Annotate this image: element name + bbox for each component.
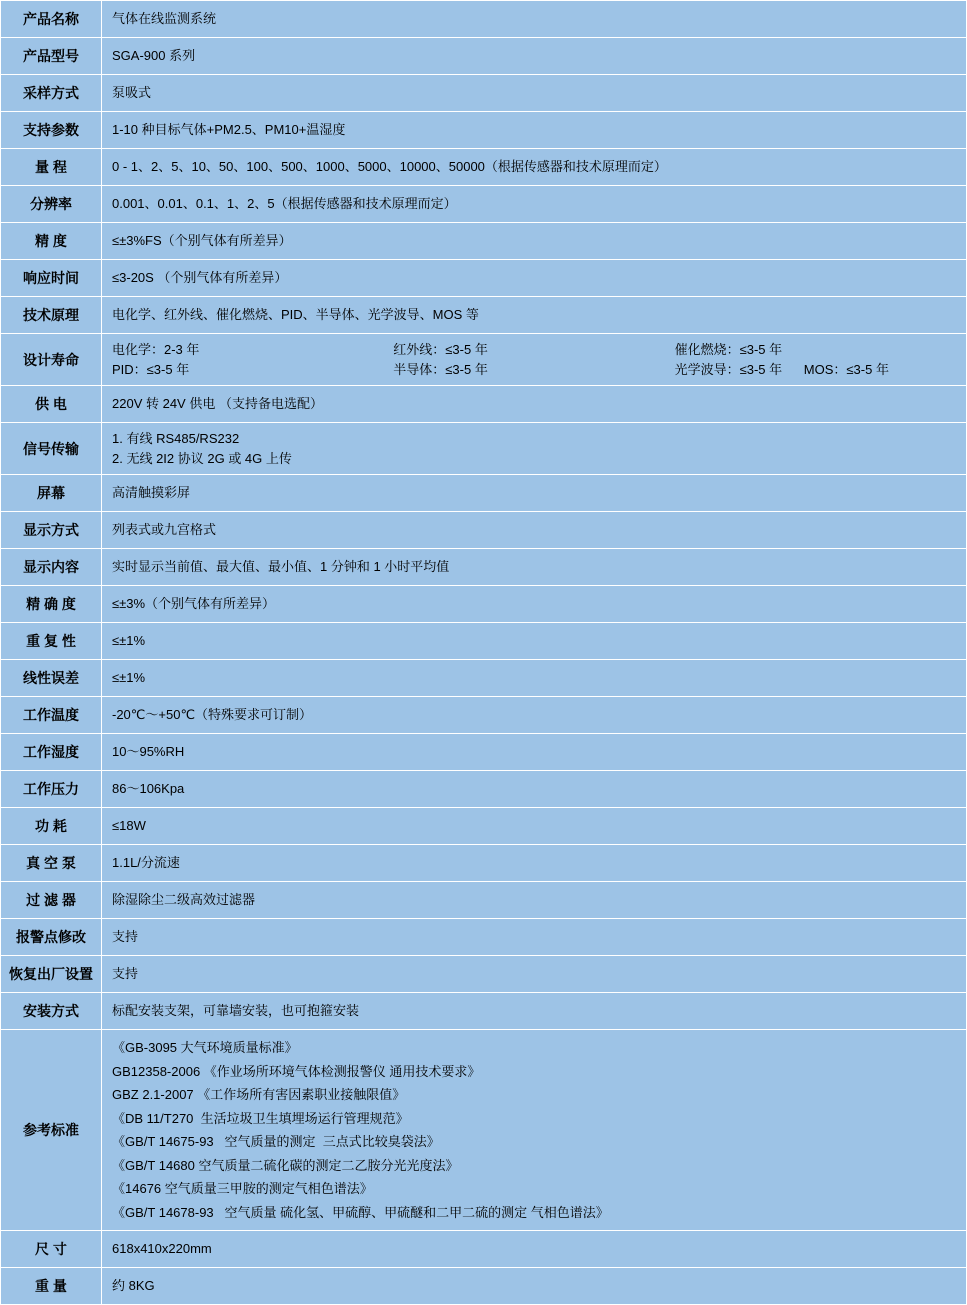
- spec-value: 列表式或九宫格式: [102, 512, 967, 549]
- table-row: [1, 386, 967, 423]
- table-row: [1, 771, 967, 808]
- design-life-cell: PID：≤3-5 年: [112, 361, 190, 377]
- table-row: [1, 423, 967, 475]
- spec-value: 86～106Kpa: [102, 771, 967, 808]
- spec-value-line: 1. 有线 RS485/RS232: [112, 431, 240, 446]
- spec-label: 支持参数: [1, 112, 102, 149]
- spec-label: 工作压力: [1, 771, 102, 808]
- spec-label: 设计寿命: [1, 334, 102, 386]
- spec-value: 电化学、红外线、催化燃烧、PID、半导体、光学波导、MOS 等: [102, 297, 967, 334]
- spec-value: SGA-900 系列: [102, 38, 967, 75]
- spec-label: 过 滤 器: [1, 882, 102, 919]
- table-row: [1, 808, 967, 845]
- spec-label: 显示方式: [1, 512, 102, 549]
- table-row: [1, 734, 967, 771]
- spec-label: 线性误差: [1, 660, 102, 697]
- table-row: [1, 223, 967, 260]
- spec-label: 恢复出厂设置: [1, 956, 102, 993]
- spec-value: ≤3-20S （个别气体有所差异）: [102, 260, 967, 297]
- spec-label: 安装方式: [1, 993, 102, 1030]
- spec-label: 重 复 性: [1, 623, 102, 660]
- table-row: [1, 112, 967, 149]
- spec-label: 供 电: [1, 386, 102, 423]
- spec-value: 支持: [102, 919, 967, 956]
- spec-value-line: 《GB/T 14675-93 空气质量的测定 三点式比较臭袋法》: [112, 1134, 440, 1149]
- spec-label: 真 空 泵: [1, 845, 102, 882]
- spec-value: -20℃～+50℃（特殊要求可订制）: [102, 697, 967, 734]
- table-row: [1, 260, 967, 297]
- spec-value: ≤18W: [102, 808, 967, 845]
- design-life-cell: 半导体：≤3-5 年: [393, 361, 488, 377]
- spec-label: 显示内容: [1, 549, 102, 586]
- spec-value: 标配安装支架，可靠墙安装，也可抱箍安装: [102, 993, 967, 1030]
- spec-value: [102, 334, 967, 386]
- table-row: [1, 1268, 967, 1305]
- table-row: [1, 475, 967, 512]
- spec-label: 产品名称: [1, 1, 102, 38]
- spec-value: 1-10 种目标气体+PM2.5、PM10+温湿度: [102, 112, 967, 149]
- spec-value: 618x410x220mm: [102, 1231, 967, 1268]
- design-life-row: [112, 340, 956, 360]
- table-row: [1, 660, 967, 697]
- spec-value: 高清触摸彩屏: [102, 475, 967, 512]
- spec-value: 10～95%RH: [102, 734, 967, 771]
- spec-value: 0.001、0.01、0.1、1、2、5（根据传感器和技术原理而定）: [102, 186, 967, 223]
- spec-value: 220V 转 24V 供电 （支持备电选配）: [102, 386, 967, 423]
- design-life-cell: 催化燃烧：≤3-5 年: [674, 342, 783, 357]
- spec-label: 参考标准: [1, 1030, 102, 1231]
- spec-value: 实时显示当前值、最大值、最小值、1 分钟和 1 小时平均值: [102, 549, 967, 586]
- spec-value: ≤±1%: [102, 623, 967, 660]
- spec-label: 技术原理: [1, 297, 102, 334]
- design-life-grid: [112, 340, 956, 379]
- design-life-row: [112, 360, 956, 380]
- spec-value: 气体在线监测系统: [102, 1, 967, 38]
- spec-value: ≤±3%（个别气体有所差异）: [102, 586, 967, 623]
- table-row: [1, 549, 967, 586]
- table-row: [1, 149, 967, 186]
- table-row: [1, 1030, 967, 1231]
- spec-value: ≤±3%FS（个别气体有所差异）: [102, 223, 967, 260]
- table-row: [1, 512, 967, 549]
- spec-value: [102, 423, 967, 475]
- table-row: [1, 956, 967, 993]
- spec-label: 工作湿度: [1, 734, 102, 771]
- spec-value: 0 - 1、2、5、10、50、100、500、1000、5000、10000、50000（根据传感器和技术原理而定）: [102, 149, 967, 186]
- design-life-cell: 红外线：≤3-5 年: [393, 342, 488, 357]
- spec-value: 约 8KG: [102, 1268, 967, 1305]
- spec-label: 响应时间: [1, 260, 102, 297]
- spec-value: 支持: [102, 956, 967, 993]
- spec-value-line: 《DB 11/T270 生活垃圾卫生填埋场运行管理规范》: [112, 1110, 409, 1126]
- table-row: [1, 586, 967, 623]
- spec-label: 产品型号: [1, 38, 102, 75]
- table-row: [1, 186, 967, 223]
- table-row: [1, 623, 967, 660]
- spec-value: 泵吸式: [102, 75, 967, 112]
- spec-value-line: GBZ 2.1-2007 《工作场所有害因素职业接触限值》: [112, 1087, 406, 1102]
- table-row: [1, 334, 967, 386]
- spec-label: 精 确 度: [1, 586, 102, 623]
- design-life-cell: 电化学：2-3 年: [112, 342, 200, 357]
- spec-value-line: 《GB/T 14680 空气质量二硫化碳的测定二乙胺分光光度法》: [112, 1157, 459, 1173]
- table-row: [1, 75, 967, 112]
- spec-value-line: 《14676 空气质量三甲胺的测定气相色谱法》: [112, 1181, 373, 1196]
- spec-label: 重 量: [1, 1268, 102, 1305]
- table-row: [1, 38, 967, 75]
- spec-label: 信号传输: [1, 423, 102, 475]
- spec-label: 精 度: [1, 223, 102, 260]
- design-life-cell: 光学波导：≤3-5 年 MOS：≤3-5 年: [674, 361, 889, 377]
- table-row: [1, 1, 967, 38]
- table-row: [1, 919, 967, 956]
- spec-value-line: GB12358-2006 《作业场所环境气体检测报警仪 通用技术要求》: [112, 1063, 481, 1079]
- spec-label: 功 耗: [1, 808, 102, 845]
- spec-label: 屏幕: [1, 475, 102, 512]
- table-row: [1, 993, 967, 1030]
- spec-value-line: 2. 无线 2I2 协议 2G 或 4G 上传: [112, 450, 292, 466]
- spec-label: 量 程: [1, 149, 102, 186]
- spec-value: ≤±1%: [102, 660, 967, 697]
- table-row: [1, 297, 967, 334]
- spec-table-body: [1, 1, 967, 1305]
- spec-value-line: 《GB/T 14678-93 空气质量 硫化氢、甲硫醇、甲硫醚和二甲二硫的测定 气相色谱法》: [112, 1204, 609, 1220]
- spec-value: 1.1L/分流速: [102, 845, 967, 882]
- spec-label: 分辨率: [1, 186, 102, 223]
- table-row: [1, 697, 967, 734]
- spec-value: [102, 1030, 967, 1231]
- spec-label: 报警点修改: [1, 919, 102, 956]
- spec-value-line: 《GB-3095 大气环境质量标准》: [112, 1040, 298, 1055]
- table-row: [1, 845, 967, 882]
- table-row: [1, 1231, 967, 1268]
- spec-label: 尺 寸: [1, 1231, 102, 1268]
- spec-label: 工作温度: [1, 697, 102, 734]
- spec-value: 除湿除尘二级高效过滤器: [102, 882, 967, 919]
- table-row: [1, 882, 967, 919]
- spec-label: 采样方式: [1, 75, 102, 112]
